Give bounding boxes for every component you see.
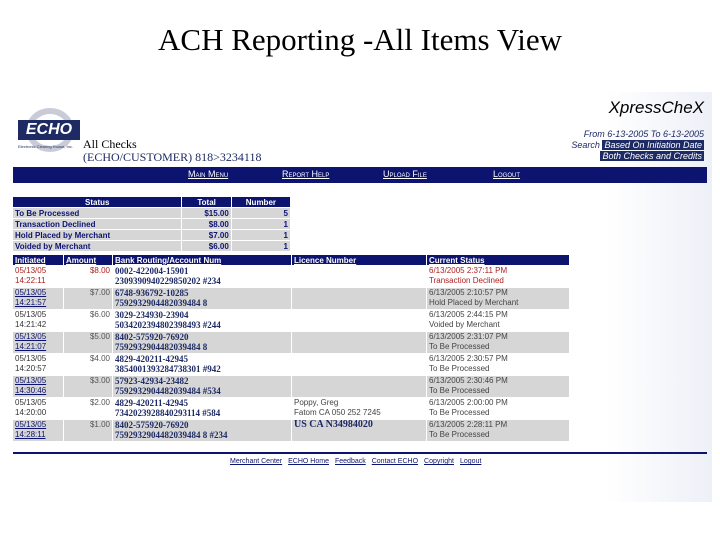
col-licence[interactable]: Licence Number: [292, 255, 426, 265]
initiated-time: 14:20:00: [15, 408, 47, 417]
summary-row: [13, 241, 290, 251]
amount-cell: $4.00: [89, 354, 110, 363]
status-text: To Be Processed: [429, 430, 490, 439]
licence-line: US CA N34984020: [294, 419, 373, 430]
summary-status: Voided by Merchant: [13, 241, 181, 251]
nav-main-menu[interactable]: Main Menu: [188, 169, 229, 179]
status-cell: [427, 420, 569, 441]
footer-link[interactable]: Copyright: [424, 458, 454, 465]
footer-link[interactable]: Merchant Center: [230, 458, 283, 465]
status-text: To Be Processed: [429, 342, 490, 351]
nav-upload-file[interactable]: Upload File: [383, 169, 427, 179]
summary-table: [12, 196, 291, 252]
initiated-date: 05/13/05: [15, 376, 47, 385]
col-status: Status: [13, 197, 181, 207]
status-cell: [427, 332, 569, 353]
col-total: Total: [182, 197, 230, 207]
status-cell: [427, 310, 569, 331]
routing-number: 8402-575920-76920: [115, 420, 189, 430]
logo-text: ECHO: [18, 120, 80, 140]
status-cell: [427, 288, 569, 309]
initiated-time: 14:21:42: [15, 320, 47, 329]
initiated-date: 05/13/05: [15, 310, 47, 319]
licence-cell: [292, 376, 426, 397]
status-text: To Be Processed: [429, 364, 490, 373]
table-row: [13, 332, 569, 353]
footer-links: [230, 458, 487, 465]
search-label: Search: [571, 140, 600, 150]
routing-number: 4829-420211-42945: [115, 398, 188, 408]
status-text: To Be Processed: [429, 386, 490, 395]
initiated-cell[interactable]: [13, 288, 63, 309]
initiated-cell[interactable]: [13, 376, 63, 397]
licence-cell: [292, 354, 426, 375]
amount-cell: $2.00: [89, 398, 110, 407]
summary-count: 1: [232, 230, 290, 240]
status-time: 6/13/2005 2:44:15 PM: [429, 310, 508, 319]
status-cell: [427, 266, 569, 287]
amount-cell: $7.00: [64, 288, 112, 309]
initiated-time: 14:21:57: [15, 298, 47, 307]
search-basis: Based On Initiation Date: [604, 140, 702, 150]
items-table: [12, 254, 570, 442]
bank-cell: [113, 288, 291, 309]
summary-status: Hold Placed by Merchant: [13, 230, 181, 240]
licence-cell: [292, 266, 426, 287]
col-amount[interactable]: Amount: [64, 255, 112, 265]
amount-cell: $8.00: [89, 266, 110, 275]
table-row: [13, 310, 569, 331]
licence-cell: [292, 288, 426, 309]
licence-line: Poppy, Greg: [294, 398, 339, 407]
bank-cell: [113, 332, 291, 353]
routing-number: 3029-234930-23904: [115, 310, 189, 320]
initiated-date: 05/13/05: [15, 266, 47, 275]
initiated-time: 14:21:07: [15, 342, 47, 351]
account-number: 7592932904482039484 8: [115, 298, 208, 308]
col-number: Number: [232, 197, 290, 207]
status-time: 6/13/2005 2:00:00 PM: [429, 398, 508, 407]
col-bank[interactable]: Bank Routing/Account Num: [113, 255, 291, 265]
table-row: [13, 376, 569, 397]
status-text: Hold Placed by Merchant: [429, 298, 519, 307]
routing-number: 57923-42934-23482: [115, 376, 189, 386]
account-info: [83, 138, 261, 164]
logo-subtitle: Electronic Clearing House, Inc.: [18, 144, 73, 149]
nav-report-help[interactable]: Report Help: [282, 169, 330, 179]
table-row: [13, 354, 569, 375]
account-number: 7342023928840293114 #584: [115, 408, 221, 418]
bank-cell: [113, 310, 291, 331]
initiated-date: 05/13/05: [15, 420, 47, 429]
status-time: 6/13/2005 2:10:57 PM: [429, 288, 508, 297]
summary-total: $8.00: [182, 219, 230, 229]
status-cell: [427, 376, 569, 397]
summary-status: Transaction Declined: [13, 219, 181, 229]
account-number: 7592932904482039484 #534: [115, 386, 221, 396]
amount-cell: $5.00: [64, 332, 112, 353]
status-time: 6/13/2005 2:30:57 PM: [429, 354, 508, 363]
status-cell: [427, 354, 569, 375]
footer-link[interactable]: Logout: [460, 458, 482, 465]
licence-cell: [292, 420, 426, 441]
bank-cell: [113, 398, 291, 419]
bank-cell: [113, 354, 291, 375]
status-cell: [427, 398, 569, 419]
account-number: 7592932904482039484 8: [115, 342, 208, 352]
routing-number: 8402-575920-76920: [115, 332, 189, 342]
brand-name: XpressCheX: [608, 98, 704, 117]
footer-link[interactable]: Feedback: [334, 458, 366, 465]
status-time: 6/13/2005 2:31:07 PM: [429, 332, 508, 341]
search-scope: Both Checks and Credits: [602, 151, 702, 161]
initiated-date: 05/13/05: [15, 288, 47, 297]
summary-status: To Be Processed: [13, 208, 181, 218]
summary-total: $15.00: [182, 208, 230, 218]
initiated-cell[interactable]: [13, 420, 63, 441]
range-dates: From 6-13-2005 To 6-13-2005: [583, 129, 704, 139]
initiated-time: 14:22:11: [15, 276, 46, 285]
routing-number: 6748-936792-10285: [115, 288, 189, 298]
col-initiated[interactable]: Initiated: [13, 255, 63, 265]
routing-number: 4829-420211-42945: [115, 354, 188, 364]
status-time: 6/13/2005 2:28:11 PM: [429, 420, 508, 429]
summary-row: [13, 230, 290, 240]
initiated-cell: [13, 354, 63, 375]
amount-cell: $3.00: [64, 376, 112, 397]
account-number: 7592932904482039484 8 #234: [115, 430, 228, 440]
initiated-cell: [13, 398, 63, 419]
nav-logout[interactable]: Logout: [493, 169, 521, 179]
echo-logo: [18, 108, 80, 152]
footer-link[interactable]: Contact ECHO: [371, 458, 419, 465]
initiated-date: 05/13/05: [15, 332, 47, 341]
date-range: [571, 129, 704, 162]
report-page: [8, 92, 712, 502]
status-text: Transaction Declined: [429, 276, 504, 285]
initiated-cell[interactable]: [13, 332, 63, 353]
amount-cell: $6.00: [89, 310, 110, 319]
initiated-cell: [13, 266, 63, 287]
licence-cell: [292, 310, 426, 331]
initiated-time: 14:30:46: [15, 386, 47, 395]
routing-number: 0002-422004-15901: [115, 266, 189, 276]
licence-cell: [292, 398, 426, 419]
col-status[interactable]: Current Status: [427, 255, 569, 265]
summary-total: $7.00: [182, 230, 230, 240]
page-title: ACH Reporting -All Items View: [158, 22, 562, 57]
summary-count: 5: [232, 208, 290, 218]
table-row: [13, 398, 569, 419]
account-id: (ECHO/CUSTOMER) 818>3234118: [83, 150, 262, 164]
report-type: All Checks: [83, 137, 137, 151]
status-time: 6/13/2005 2:37:11 PM: [429, 266, 508, 275]
initiated-time: 14:20:57: [15, 364, 47, 373]
initiated-date: 05/13/05: [15, 398, 47, 407]
footer-divider: [13, 452, 707, 454]
footer-link[interactable]: ECHO Home: [288, 458, 329, 465]
licence-cell: [292, 332, 426, 353]
account-number: 5034202394802398493 #244: [115, 320, 221, 330]
table-row: [13, 288, 569, 309]
summary-row: [13, 219, 290, 229]
status-text: Voided by Merchant: [429, 320, 500, 329]
initiated-cell: [13, 310, 63, 331]
initiated-time: 14:28:11: [15, 430, 46, 439]
bank-cell: [113, 376, 291, 397]
table-row: [13, 420, 569, 441]
summary-count: 1: [232, 241, 290, 251]
account-number: 3854001393284738301 #942: [115, 364, 221, 374]
summary-row: [13, 208, 290, 218]
main-nav: [13, 167, 707, 183]
status-text: To Be Processed: [429, 408, 490, 417]
bank-cell: [113, 266, 291, 287]
initiated-date: 05/13/05: [15, 354, 47, 363]
account-number: 2309390940229850202 #234: [115, 276, 221, 286]
table-row: [13, 266, 569, 287]
bank-cell: [113, 420, 291, 441]
status-time: 6/13/2005 2:30:46 PM: [429, 376, 508, 385]
licence-line: Fatom CA 050 252 7245: [294, 408, 381, 417]
amount-cell: $1.00: [64, 420, 112, 441]
summary-total: $6.00: [182, 241, 230, 251]
summary-count: 1: [232, 219, 290, 229]
